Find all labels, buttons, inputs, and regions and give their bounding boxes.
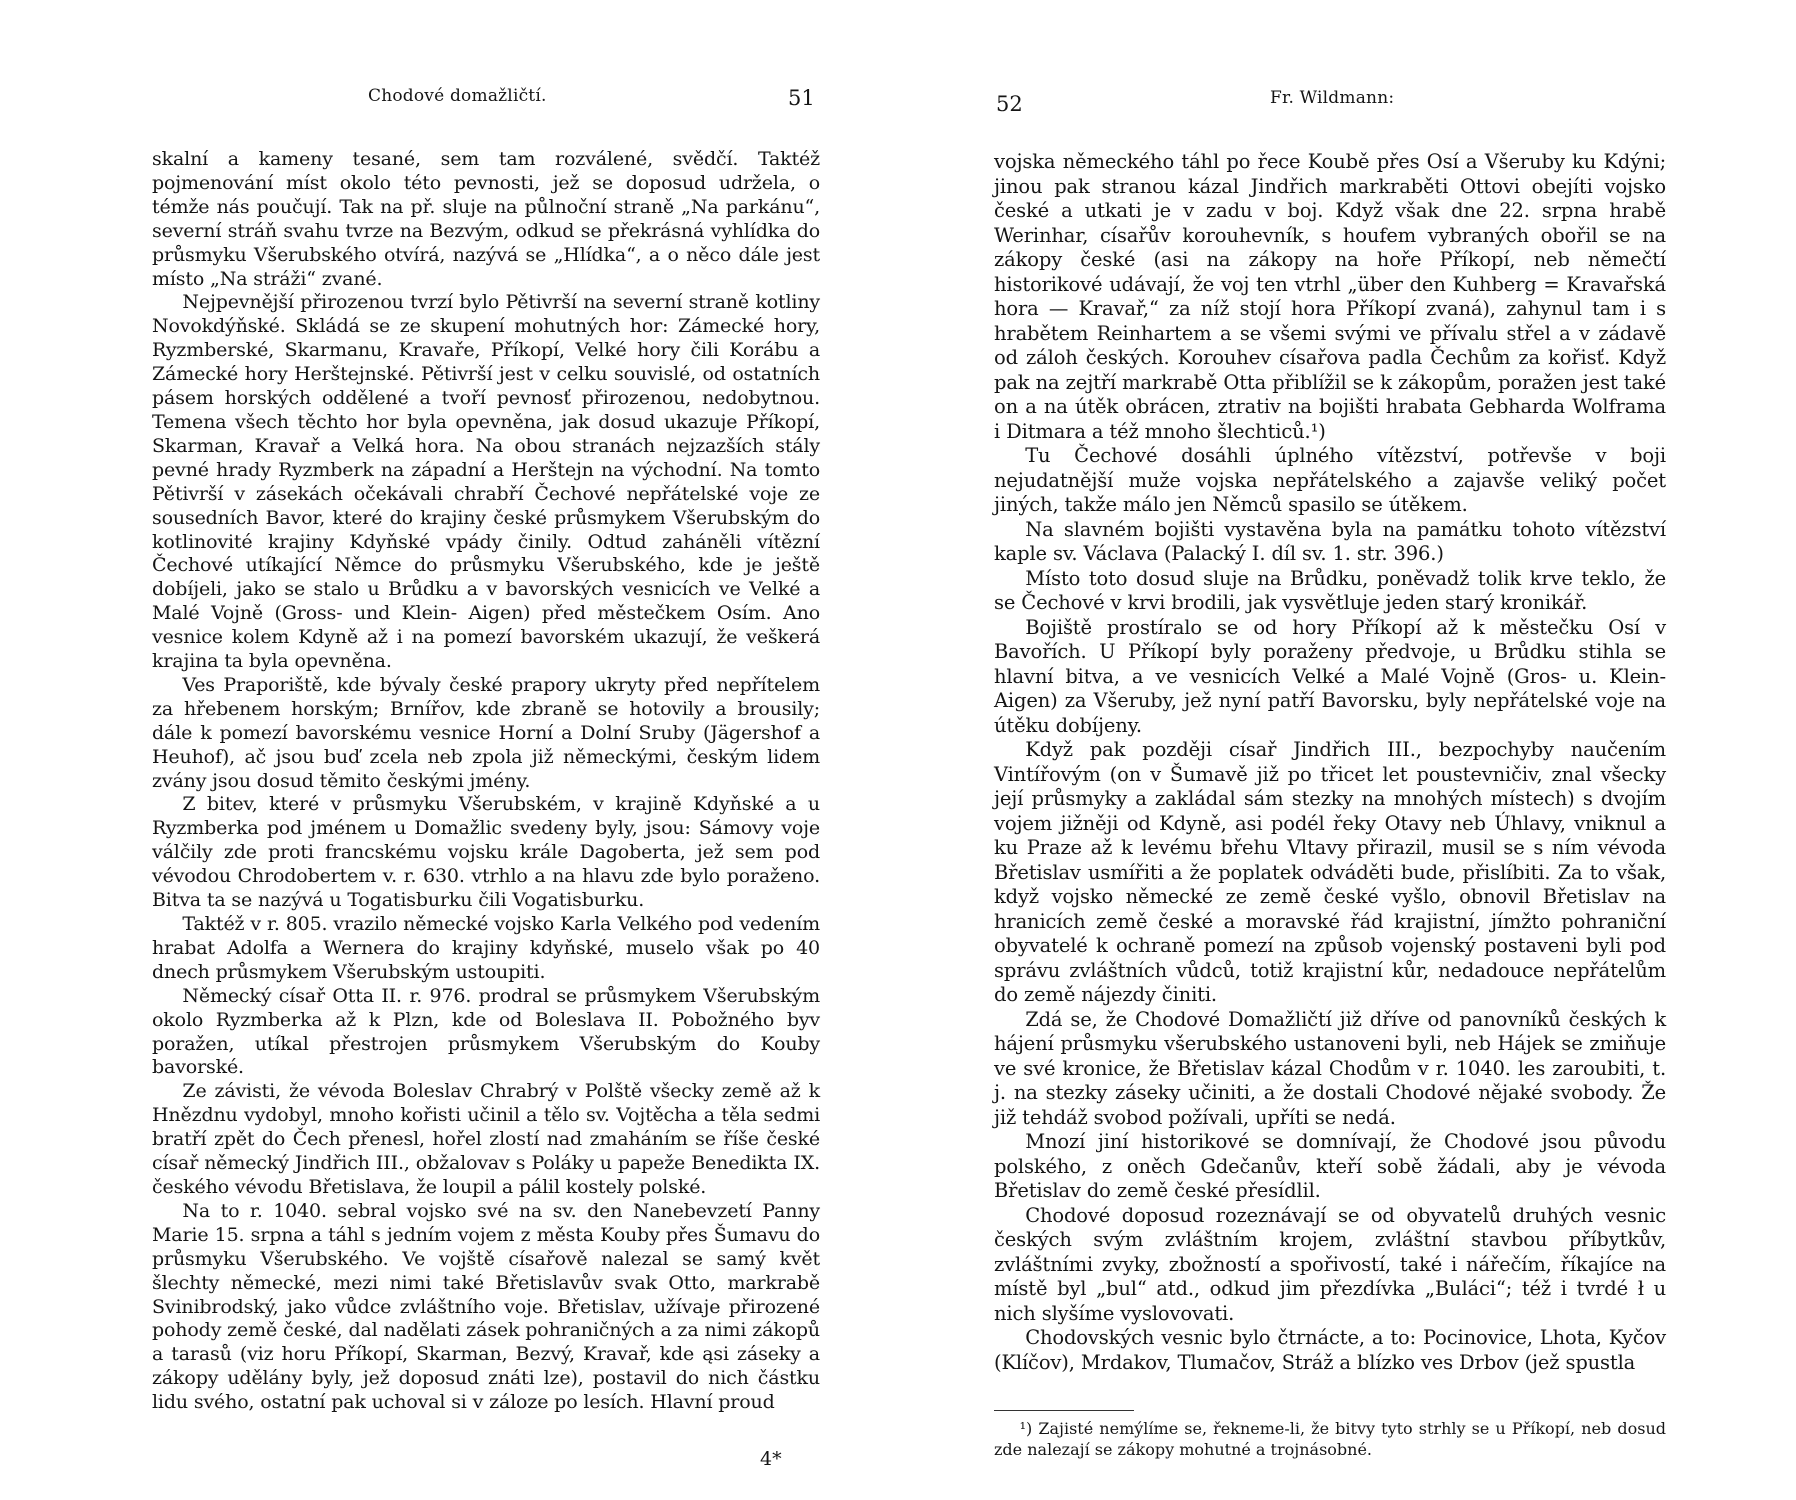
paragraph: Nejpevnější přirozenou tvrzí bylo Pětivrší na severní straně kotliny Novokdýňské. Skládá se ze skupení mohutných hor: Zámecké hory, Ryzmberské, Skarmanu, Kravaře, Příkopí, Velké hory čili Korábu a Zámecké hory Herštejnské. Pětivrší jest v celku souvislé, od ostatních pásem horských oddělené a tvoří pevnosť přirozenou, nedobytnou. Temena všech těchto hor byla opevněna, jak dosud ukazuje Příkopí, Skarman, Kravař a Velká hora. Na obou stranách nejzazších stály pevné hrady Ryzmberk na západní a Herštejn na východní. Na tomto Pětivrší v zásekách očekávali chrabří Čechové nepřátelské voje ze sousedních Bavor, které do krajiny české průsmykem Všerubským do kotlinovité krajiny Kdyňské vpády činily. Odtud zaháněli vítězní Čechové utíkající Němce do průsmyku Všerubského, kde je ještě dobíjeli, jako se stalo u Brůdku a v bavorských vesnicích ve Velké a Malé Vojně (Gross- und Klein- Aigen) před městečkem Osím. Ano vesnice kolem Kdyně až i na pomezí bavorském ukazují, že veškerá krajina ta byla opevněna. <box>152 291 820 673</box>
footnote-divider <box>994 1410 1134 1411</box>
paragraph: Chodové doposud rozeznávají se od obyvatelů druhých vesnic českých svým zvláštním krojem, zvláštní stavbou příbytkův, zvláštními zvyky, zbožností a spořivostí, také i nářečím, říkajíce na místě byl „bul“ atd., odkud jim přezdívka „Buláci“; též i tvrdé ł u nich slyšíme vyslovovati. <box>994 1203 1666 1325</box>
paragraph: Ves Praporiště, kde bývaly české prapory ukryty před nepřítelem za hřebenem horským; Brnířov, kde zbraně se hotovily a brousily; dále k pomezí bavorskému vesnice Horní a Dolní Sruby (Jägershof a Heuhof), ač jsou buď zcela neb zpola již německými, českým lidem zvány jsou dosud těmito českými jmény. <box>152 673 820 792</box>
footnote: ¹) Zajisté nemýlíme se, řekneme-li, že bitvy tyto strhly se u Příkopí, neb dosud zde nalezají se zákopy mohutné a trojnásobné. <box>994 1419 1666 1459</box>
paragraph: Na to r. 1040. sebral vojsko své na sv. den Nanebevzetí Panny Marie 15. srpna a táhl s jedním vojem z města Kouby přes Šumavu do průsmyku Všerubského. Ve vojště císařově nalezal se samý květ šlechty německé, mezi nimi také Břetislavův svak Otto, markrabě Svinibrodský, jako vůdce zvláštního voje. Břetislav, užívaje přirozené pohody země české, dal nadělati zásek pohraničných a za nimi zákopů a tarasů (viz horu Příkopí, Skarman, Bezvý, Kravař, kde ąsi záseky a zákopy udělány byly, jež doposud znáti lze), postavil do nich částku lidu svého, ostatní pak uchoval si v záloze po lesích. Hlavní proud <box>152 1199 820 1414</box>
paragraph: Německý císař Otta II. r. 976. prodral se průsmykem Všerubským okolo Ryzmberka až k Plzn, kde od Boleslava II. Pobožného byv poražen, utíkal přestrojen průsmykem Všerubským do Kouby bavorské. <box>152 984 820 1079</box>
paragraph: Na slavném bojišti vystavěna byla na památku tohoto vítězství kaple sv. Václava (Palacký I. díl sv. 1. str. 396.) <box>994 517 1666 565</box>
paragraph: Z bitev, které v průsmyku Všerubském, v krajině Kdyňské a u Ryzmberka pod jménem u Domažlic svedeny byly, jsou: Sámovy voje válčily zde proti francskému vojsku krále Dagoberta, jež sem pod vévodou Chrodobertem v. r. 630. vtrhlo a na hlavu zde bylo poraženo. Bitva ta se nazývá u Togatisburku čili Vogatisburku. <box>152 793 820 912</box>
paragraph: Ze závisti, že vévoda Boleslav Chrabrý v Polště všecky země až k Hnězdnu vydobyl, mnoho kořisti učinil a tělo sv. Vojtěcha a těla sedmi bratří zpět do Čech přenesl, hořel zlostí nad zmaháním se říše české císař německý Jindřich III., obžalovav s Poláky u papeže Benedikta IX. českého vévodu Břetislava, že loupil a pálil kostely polské. <box>152 1080 820 1198</box>
paragraph: Mnozí jiní historikové se domnívají, že Chodové jsou původu polského, z oněch Gdečanův, kteří sobě žádali, aby je vévoda Břetislav do země české přesídlil. <box>994 1130 1666 1202</box>
right-page <box>898 0 1796 1500</box>
paragraph: Zdá se, že Chodové Domažličtí již dříve od panovníků českých k hájení průsmyku všerubského ustanoveni byli, neb Hájek se zmiňuje ve své kronice, že Břetislav kázal Chodům v r. 1040. les zaroubiti, t. j. na stezky záseky učiniti, a že dostali Chodové nějaké svobody. Že již tehdáž svobod požívali, upříti se nedá. <box>994 1007 1666 1129</box>
paragraph: Taktéž v r. 805. vrazilo německé vojsko Karla Velkého pod vedením hrabat Adolfa a Wernera do krajiny kdyňské, muselo však po 40 dnech průsmykem Všerubským ustoupiti. <box>152 913 820 983</box>
page-number: 51 <box>788 86 815 110</box>
running-head: Chodové domažličtí. <box>368 86 547 106</box>
paragraph: Tu Čechové dosáhli úplného vítězství, potřevše v boji nejudatnější muže vojska nepřátelského a zajavše veliký počet jiných, takže málo jen Němců spasilo se útěkem. <box>994 444 1666 516</box>
body-text <box>994 150 1666 1375</box>
running-head: Fr. Wildmann: <box>1270 88 1395 108</box>
body-text <box>152 148 820 1415</box>
paragraph: Bojiště prostíralo se od hory Příkopí až k městečku Osí v Bavořích. U Příkopí byly poraženy předvoje, u Brůdku stihla se hlavní bitva, a ve vesnicích Velké a Malé Vojně (Gros- u. Klein- Aigen) za Všeruby, jež nyní patří Bavorsku, byly nepřátelské voje na útěku dobíjeny. <box>994 615 1666 737</box>
paragraph: vojska německého táhl po řece Koubě přes Osí a Všeruby ku Kdýni; jinou pak stranou kázal Jindřich markraběti Ottovi obejíti vojsko české a utkati je v zadu v boj. Když však dne 22. srpna hrabě Werinhar, císařův korouhevník, s houfem vybraných obořil se na zákopy české (asi na zákopy na hoře Příkopí, neb němečtí historikové udávají, že voj ten vtrhl „über den Kuhberg = Kravařská hora — Kravař,“ za níž stojí hora Příkopí zvaná), zahynul tam i s hrabětem Reinhartem a se všemi svými ve přívalu střel a v zádavě od záloh českých. Korouhev císařova padla Čechům za kořisť. Když pak na zejtří markrabě Otta přiblížil se k zákopům, poražen jest také on a na útěk obrácen, ztrativ na bojišti hrabata Gebharda Wolframa i Ditmara a též mnoho šlechticů.¹) <box>994 150 1666 443</box>
paragraph: skalní a kameny tesané, sem tam rozválené, svědčí. Taktéž pojmenování míst okolo této pevnosti, jež se doposud udržela, o témže nás poučují. Tak na př. sluje na půlnoční straně „Na parkánu“, severní stráň svahu tvrze na Bezvým, odkud se překrásná vyhlídka do průsmyku Všerubského otvírá, nazývá se „Hlídka“, a o něco dále jest místo „Na stráži“ zvané. <box>152 148 820 290</box>
paragraph: Chodovských vesnic bylo čtrnácte, a to: Pocinovice, Lhota, Kyčov (Klíčov), Mrdakov, Tlumačov, Stráž a blízko ves Drbov (jež spustla <box>994 1326 1666 1374</box>
paragraph: Místo toto dosud sluje na Brůdku, poněvadž tolik krve teklo, že se Čechové v krvi brodili, jak vysvětluje jeden starý kronikář. <box>994 566 1666 614</box>
signature-mark: 4* <box>760 1448 782 1470</box>
paragraph: Když pak později císař Jindřich III., bezpochyby naučením Vintířovým (on v Šumavě již po třicet let poustevničiv, znal všecky její průsmyky a zakládal sám stezky na mnohých místech) s dvojím vojem jižněji od Kdyně, asi podél řeky Otavy neb Úhlavy, vniknul a ku Praze až k levému břehu Vltavy přirazil, musil se s ním vévoda Břetislav usmířiti a že poplatek odváděti bude, přislíbiti. Za to však, když vojsko německé ze země české vyšlo, obnovil Břetislav na hranicích země české a moravské řád krajistní, jímžto pohraniční obyvatelé k ochraně pomezí na způsob vojenský postaveni byli pod správu zvláštních vůdců, totiž krajistní kůr, nedadouce nepřátelům do země nájezdy činiti. <box>994 738 1666 1006</box>
page-number: 52 <box>996 92 1023 116</box>
